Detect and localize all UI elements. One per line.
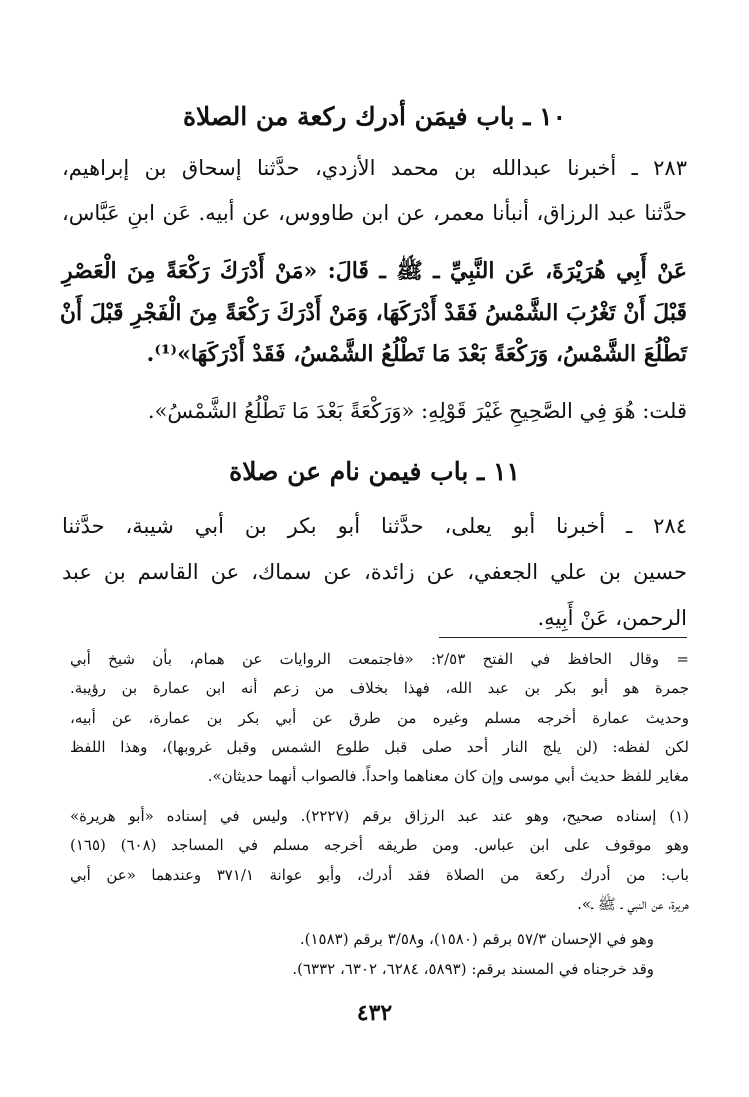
footnote-1-line: وهو في الإحسان ٥٧/٣ برقم (١٥٨٠)، و٣/٥٨ برقم (١٥٨٣). bbox=[299, 930, 654, 948]
footnote-line: = وقال الحافظ في الفتح ٢/٥٣: «فاجتمعت الروايات عن همام، بأن شيخ أبي bbox=[70, 650, 689, 668]
footnote-line: جمرة هو أبو بكر بن عبد الله، فهذا بخلاف من زعم أنه ابن عمارة بن رؤيبة. bbox=[70, 679, 689, 697]
footnote-1-line: هريرة، عن النبي ـ ﷺ ـ». bbox=[577, 895, 689, 913]
footnote-1-line: باب: من أدرك ركعة من الصلاة فقد أدرك، وأبو عوانة ٣٧١/١ وعندهما «عن أبي bbox=[70, 866, 689, 884]
footnote-divider bbox=[439, 637, 687, 638]
hadith-283-matn-line-3: تَطْلُعَ الشَّمْسُ، وَرَكْعَةً بَعْدَ مَا تَطْلُعُ الشَّمْسُ، فَقَدْ أَدْرَكَهَا»⁽¹⁾. bbox=[146, 341, 687, 367]
footnote-line: لكن لفظه: (لن يلج النار أحد صلى قبل طلوع الشمس وقبل غروبها)، وهذا اللفظ bbox=[70, 738, 689, 756]
hadith-283-isnad-line-1: ٢٨٣ ـ أخبرنا عبدالله بن محمد الأزدي، حدَّثنا إسحاق بن إبراهيم، bbox=[62, 156, 687, 180]
footnote-line: مغاير للفظ حديث أبي موسى وإن كان معناهما واحداً. فالصواب أنهما حديثان». bbox=[207, 767, 689, 785]
hadith-284-line-1: ٢٨٤ ـ أخبرنا أبو يعلى، حدَّثنا أبو بكر بن أبي شيبة، حدَّثنا bbox=[62, 514, 687, 538]
footnote-1-line: وهو موقوف على ابن عباس. ومن طريقه أخرجه مسلم في المساجد (٦٠٨) (١٦٥) bbox=[70, 836, 689, 854]
section-10-heading: ١٠ ـ باب فيمَن أدرك ركعة من الصلاة bbox=[182, 102, 567, 131]
hadith-283-matn-line-2: قَبْلَ أَنْ تَغْرُبَ الشَّمْسُ فَقَدْ أَدْرَكَهَا، وَمَنْ أَدْرَكَ رَكْعَةً مِنَ الْفَجْرِ قَبْلَ أَنْ bbox=[59, 300, 687, 326]
page-number: ٤٣٢ bbox=[356, 1000, 393, 1026]
section-11-heading: ١١ ـ باب فيمن نام عن صلاة bbox=[229, 457, 520, 486]
hadith-283-isnad-line-2: حدَّثنا عبد الرزاق، أنبأنا معمر، عن ابن طاووس، عن أبيه. عَن ابنِ عَبَّاس، bbox=[62, 201, 687, 225]
hadith-284-line-2: حسين بن علي الجعفي، عن زائدة، عن سماك، عن القاسم بن عبد bbox=[62, 560, 687, 584]
footnote-line: وحديث عمارة أخرجه مسلم وغيره من طرق عن أبي بكر بن عمارة، عن أبيه، bbox=[70, 709, 689, 727]
hadith-284-line-3: الرحمن، عَنْ أَبِيهِ. bbox=[537, 606, 687, 630]
footnote-1-line: (١) إسناده صحيح، وهو عند عبد الرزاق برقم (٢٢٢٧). وليس في إسناده «أبو هريرة» bbox=[70, 807, 689, 825]
hadith-283-matn-line-1: عَنْ أَبِي هُرَيْرَةَ، عَن النَّبِيِّ ـ ﷺ ـ قَالَ: «مَنْ أَدْرَكَ رَكْعَةً مِنَ الْعَصْرِ bbox=[62, 258, 687, 284]
author-comment: قلت: هُوَ فِي الصَّحِيحِ غَيْرَ قَوْلِهِ: «وَرَكْعَةً بَعْدَ مَا تَطْلُعُ الشَّمْسُ». bbox=[147, 399, 687, 423]
footnote-1-line: وقد خرجناه في المسند برقم: (٥٨٩٣، ٦٢٨٤، ٦٣٠٢، ٦٣٣٢). bbox=[292, 960, 654, 978]
